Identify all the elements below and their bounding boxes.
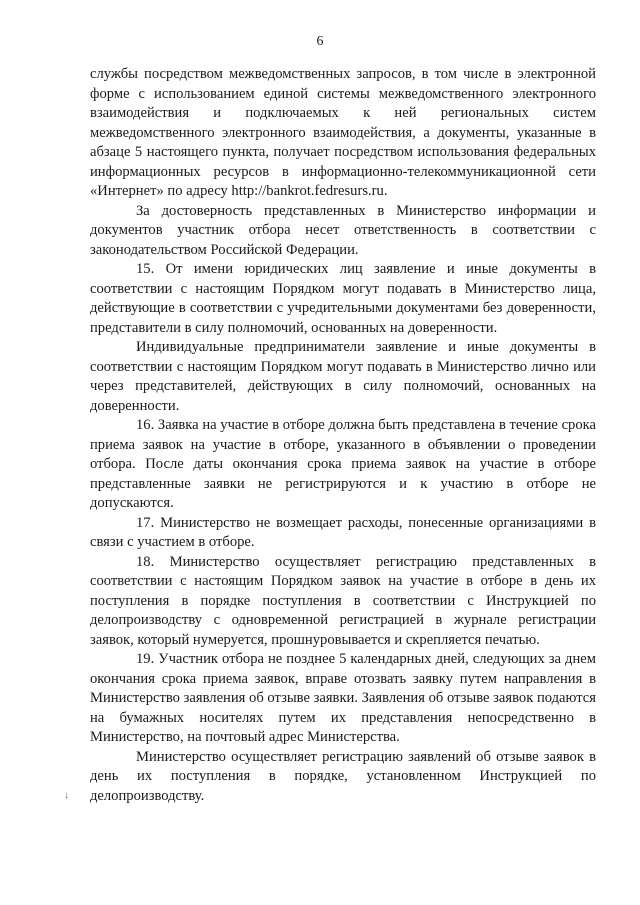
paragraph-entrepreneurs: Индивидуальные предприниматели заявление и иные документы в соответствии с настоящим Порядком могут подавать в Министерство лично или через представителей, действующих в силу полномочий, основанных на доверенности.	[90, 339, 596, 414]
paragraph-item-18: 18. Министерство осуществляет регистрацию представленных в соответствии с настоящим Порядком заявок на участие в отборе в день их поступления в порядке поступления в соответствии с Инструкцией по делопроизводству с одновременной регистрацией в журнале регистрации заявок, который нумеруется, прошнуровывается и скрепляется печатью.	[90, 553, 596, 648]
margin-mark: ↓	[64, 790, 69, 801]
paragraph-withdrawal-registration: Министерство осуществляет регистрацию заявлений об отзыве заявок в день их поступления в порядке, установленном Инструкцией по делопроизводству.	[90, 748, 596, 804]
paragraph-reliability: За достоверность представленных в Министерство информации и документов участник отбора несет ответственность в соответствии с законодательством Российской Федерации.	[90, 202, 596, 258]
page-number: 6	[316, 34, 324, 49]
document-body	[90, 65, 596, 806]
paragraph-continuation: службы посредством межведомственных запросов, в том числе в электронной форме с использованием единой системы межведомственного электронного взаимодействия и подключаемых к ней региональных систем межведомственного электронного взаимодействия, а документы, указанные в абзаце 5 настоящего пункта, получает посредством использования федеральных информационных ресурсов в информационно-телекоммуникационной сети «Интернет» по адресу http://bankrot.fedresurs.ru.	[90, 66, 596, 199]
paragraph-item-16: 16. Заявка на участие в отборе должна быть представлена в течение срока приема заявок на участие в отборе, указанного в объявлении о проведении отбора. После даты окончания срока приема заявок на участие в отборе представленные заявки не регистрируются и к участию в отборе не допускаются.	[90, 417, 596, 511]
paragraph-item-19: 19. Участник отбора не позднее 5 календарных дней, следующих за днем окончания срока приема заявок, вправе отозвать заявку путем направления в Министерство заявления об отзыве заявки. Заявления об отзыве заявок подаются на бумажных носителях путем их представления непосредственно в Министерство, на почтовый адрес Министерства.	[90, 651, 596, 745]
paragraph-item-17: 17. Министерство не возмещает расходы, понесенные организациями в связи с участием в отборе.	[90, 514, 596, 550]
paragraph-item-15: 15. От имени юридических лиц заявление и иные документы в соответствии с настоящим Порядком могут подавать в Министерство лица, действующие в соответствии с учредительными документами без доверенности, представители в силу полномочий, основанных на доверенности.	[90, 261, 596, 336]
